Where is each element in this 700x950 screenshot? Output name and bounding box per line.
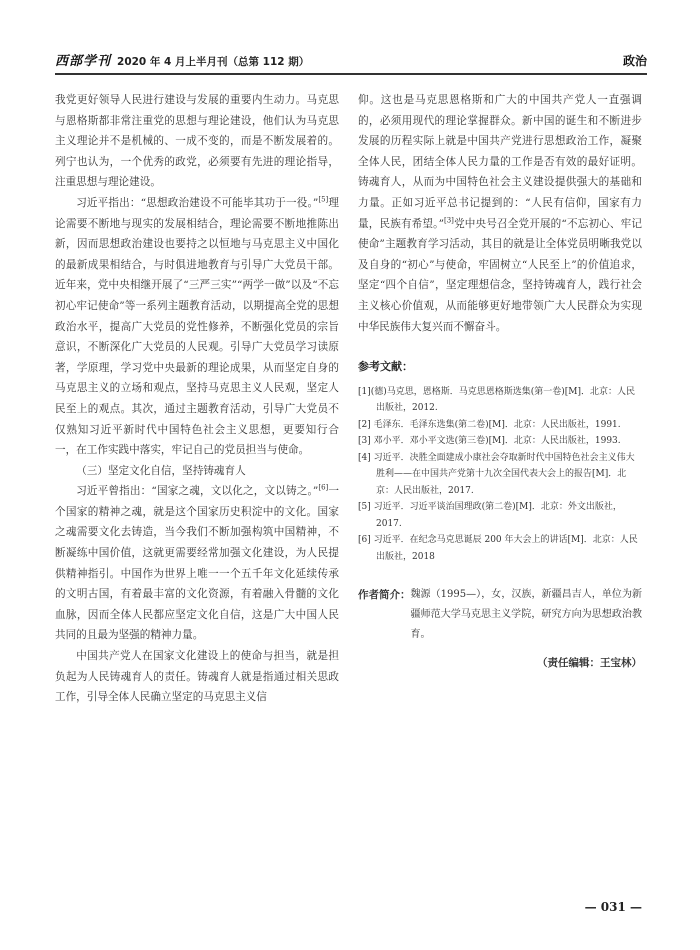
right-column [358,90,642,674]
reference-item: [6] 习近平．在纪念马克思诞辰 200 年大会上的讲话[M]．北京：人民出版社，2018 [358,535,638,562]
author-text: 魏源（1995—），女，汉族，新疆昌吉人，单位为新疆师范大学马克思主义学院，研究方向为思想政治教育。 [410,589,642,641]
journal-logo: 西部学刊 [55,54,112,69]
reference-item: [4] 习近平．决胜全面建成小康社会夺取新时代中国特色社会主义伟大胜利——在中国共产党第十九次全国代表大会上的报告[M]．北京：人民出版社，2017. [358,452,635,496]
left-column [55,90,339,708]
editor-credit: （责任编辑：王宝林） [537,657,642,670]
references-title: 参考文献： [358,360,413,374]
paragraph: 习近平曾指出：“国家之魂，文以化之，文以铸之。”[6]一个国家的精神之魂，就是这个国家历史积淀中的文化。国家之魂需要文化去铸造，当今我们不断加强构筑中国精神，不断凝练中国价值，这就更需要经常加强文化建设，为人民提供精神指引。中国作为世界上唯一一个五千年文化延续传承的文明古国，有着最丰富的文化资源，有着融入骨髓的文化血脉，因而全体人民都应坚定文化自信，这是广大中国人民共同的且最为坚强的精神力量。 [55,483,340,642]
reference-item: [5] 习近平．习近平谈治国理政(第二卷)[M]．北京：外文出版社，2017. [358,502,622,529]
header-left [55,50,309,73]
reference-item: [1](德)马克思，恩格斯．马克思恩格斯选集(第一卷)[M]．北京：人民出版社，2012. [358,386,636,414]
paragraph: 习近平指出：“思想政治建设不可能毕其功于一役。”[5]理论需要不断地与现实的发展相结合，理论需要不断地推陈出新，因而思想政治建设也要持之以恒地与马克思主义中国化的最新成果相结合，与时俱进地教育与引导广大党员干部。近年来，党中央相继开展了“三严三实”“两学一做”以及“不忘初心牢记使命”等一系列主题教育活动，以期提高全党的思想政治水平，提高广大党员的党性修养，不断强化党员的宗旨意识，不断深化广大党员的人民观。引导广大党员学习读原著，学原理，学习党中央最新的理论成果，从而坚定自身的马克思主义的立场和观点，坚持马克思主义人民观，坚定人民至上的观点。其次，通过主题教育活动，引导广大党员不仅熟知习近平新时代中国特色社会主义思想，更要知行合一，在工作实践中落实，牢记自己的党员担当与使命。 [55,195,340,457]
reference-item: [2] 毛泽东．毛泽东选集(第二卷)[M]．北京：人民出版社，1991. [358,419,621,430]
author-info [358,585,642,645]
page-header [55,47,647,75]
subheading: （三）坚定文化自信，坚持铸魂育人 [76,464,246,477]
reference-item: [3] 邓小平．邓小平文选(第三卷)[M]．北京：人民出版社，1993. [358,436,621,447]
author-label: 作者简介： [358,589,411,602]
paragraph: 仰。这也是马克思恩格斯和广大的中国共产党人一直强调的，必须用现代的理论掌握群众。新中国的诞生和不断进步发展的历程实际上就是中国共产党进行思想政治工作，凝聚全体人民，团结全体人民力量的工作是否有效的最好证明。铸魂育人，从而为中国特色社会主义建设提供强大的基础和力量。正如习近平总书记提到的：“人民有信仰，国家有力量，民族有希望。”[3]党中央号召全党开展的“不忘初心、牢记使命”主题教育学习活动，其目的就是让全体党员明晰我党以及自身的“初心”与使命，牢固树立“人民至上”的价值追求，坚定“四个自信”，坚定理想信念，坚持铸魂育人，践行社会主义核心价值观，从而能够更好地带领广大人民群众为实现中华民族伟大复兴而不懈奋斗。 [358,94,642,333]
issue-info: 2020 年 4 月上半月刊（总第 112 期） [117,56,310,68]
page-number: — 031 — [584,900,642,914]
references-list [358,384,642,566]
paragraph: 我党更好领导人民进行建设与发展的重要内生动力。马克思与恩格斯都非常注重党的思想与理论建设，他们认为马克思主义理论并不是机械的、一成不变的，而是不断发展着的。列宁也认为，一个优秀的政党，必须要有先进的理论指导，注重思想与理论建设。 [55,94,339,189]
paragraph: 中国共产党人在国家文化建设上的使命与担当，就是担负起为人民铸魂育人的责任。铸魂育人就是指通过相关思政工作，引导全体人民确立坚定的马克思主义信 [55,650,339,704]
section-label: 政治 [622,54,647,68]
